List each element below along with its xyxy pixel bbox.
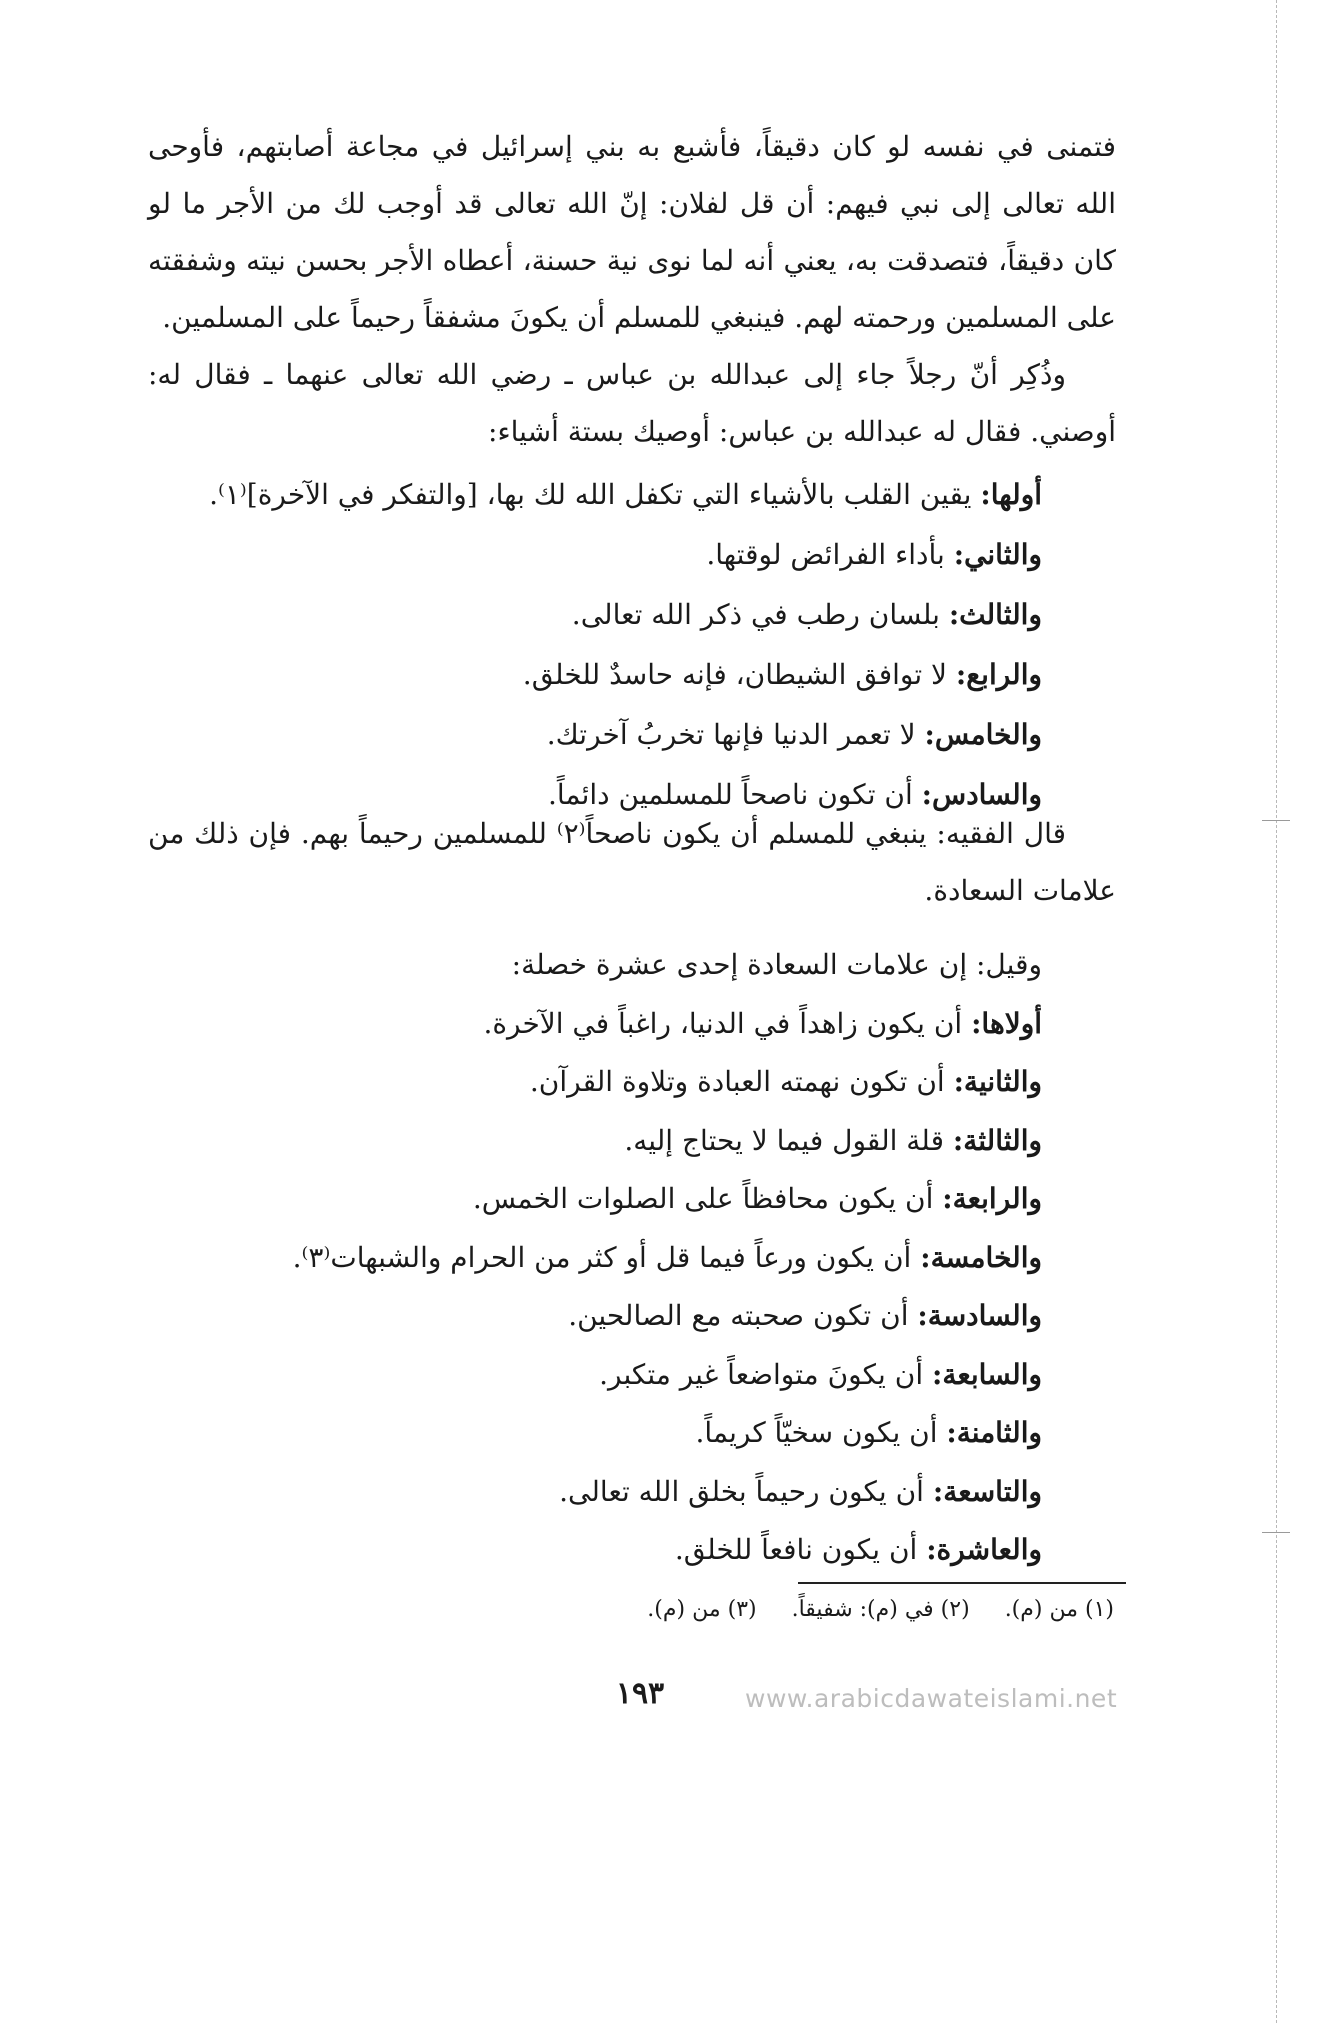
list-text: قلة القول فيما لا يحتاج إليه. [624,1123,953,1157]
list-text: أن تكون صحبته مع الصالحين. [568,1299,918,1332]
list-text: أن تكون نهمته العبادة وتلاوة القرآن. [529,1065,954,1098]
page-number: ١٩٣ [615,1676,665,1711]
list-item [293,1229,1042,1288]
list-term: والسابعة: [932,1357,1042,1391]
list-text: بأداء الفرائض لوقتها. [706,538,954,571]
list-term: والتاسعة: [932,1474,1042,1508]
list-text: أن يكون نافعاً للخلق. [674,1533,927,1566]
list-term: والثاني: [953,538,1042,571]
paragraph-text: قال الفقيه: ينبغي للمسلم أن يكون ناصحاً⁽٢⁾ للمسلمين رحيماً بهم. فإن ذلك من علامات السعادة. [148,817,1116,907]
list-text: أن يكون سخيّاً كريماً. [695,1416,947,1449]
paragraph-ibn-abbas [148,346,1116,460]
list-item [209,645,1042,705]
signs-of-happiness-list [293,936,1042,1580]
list-text: لا تعمر الدنيا فإنها تخربُ آخرتك. [546,718,925,751]
footnote-divider [798,1582,1126,1584]
list-item [293,995,1042,1054]
list-term: والعاشرة: [926,1533,1042,1566]
list-term: والسادسة: [917,1299,1042,1332]
six-advices-list [209,465,1042,825]
list-term: والثالث: [948,598,1042,631]
paragraph-faqih [148,805,1116,919]
footnote: (١) من (م). [1004,1597,1114,1622]
list-text: أن يكون زاهداً في الدنيا، راغباً في الآخرة. [483,1006,972,1040]
list-term: والخامس: [924,718,1042,751]
list-text: أن يكونَ متواضعاً غير متكبر. [599,1357,932,1391]
scan-edge-line [1276,0,1277,2023]
list-item [293,1521,1042,1580]
website-watermark: www.arabicdawateislami.net [745,1684,1118,1713]
paragraph-text: وذُكِر أنّ رجلاً جاء إلى عبدالله بن عباس ـ رضي الله تعالى عنهما ـ فقال له: أوصني. فقال له عبدالله بن عباس: أوصيك بستة أشياء: [148,358,1116,448]
paragraph-story [148,118,1116,346]
paragraph-text: فتمنى في نفسه لو كان دقيقاً، فأشبع به بني إسرائيل في مجاعة أصابتهم، فأوحى الله تعالى إلى نبي فيهم: أن قل لفلان: إنّ الله تعالى قد أوجب لك من الأجر ما لو كان دقيقاً، فتصدقت به، يعني أنه لما نوى نية حسنة، أعطاه الأجر بحسن نيته وشفقته على المسلمين ورحمته لهم. فينبغي للمسلم أن يكونَ مشفقاً رحيماً على المسلمين. [148,130,1116,334]
list-term: والخامسة: [920,1240,1042,1274]
list-intro: وقيل: إن علامات السعادة إحدى عشرة خصلة: [511,948,1042,981]
list-item [209,465,1042,525]
list-term: والرابعة: [942,1182,1042,1215]
list-item [293,1053,1042,1112]
scan-edge-tick [1262,820,1290,821]
list-term: أولها: [980,478,1042,511]
list-term: والثامنة: [946,1416,1042,1449]
list-text: أن يكون رحيماً بخلق الله تعالى. [559,1474,933,1508]
list-term: والرابع: [955,658,1042,691]
footnotes [619,1597,1114,1622]
list-term: والسادس: [921,778,1042,811]
list-text: يقين القلب بالأشياء التي تكفل الله لك بها، [والتفكر في الآخرة]⁽١⁾. [209,478,981,511]
list-text: أن تكون ناصحاً للمسلمين دائماً. [547,778,922,811]
list-term: والثانية: [953,1065,1042,1098]
list-term: أولاها: [971,1006,1042,1040]
list-item [293,1170,1042,1229]
list-item [293,1463,1042,1522]
list-item [293,1404,1042,1463]
list-item [209,525,1042,585]
list-item [209,585,1042,645]
list-item [209,705,1042,765]
list-item [293,1287,1042,1346]
scan-edge-tick [1262,1532,1290,1533]
list-item [293,1112,1042,1171]
list-text: أن يكون ورعاً فيما قل أو كثر من الحرام والشبهات⁽٣⁾. [292,1240,921,1274]
footnote: (٢) في (م): شفيقاً. [791,1597,970,1622]
list-text: أن يكون محافظاً على الصلوات الخمس. [472,1182,943,1215]
list-term: والثالثة: [952,1123,1042,1157]
list-text: لا توافق الشيطان، فإنه حاسدٌ للخلق. [522,658,956,691]
footnote: (٣) من (م). [647,1597,757,1622]
list-text: بلسان رطب في ذكر الله تعالى. [571,598,949,631]
list-item [293,1346,1042,1405]
